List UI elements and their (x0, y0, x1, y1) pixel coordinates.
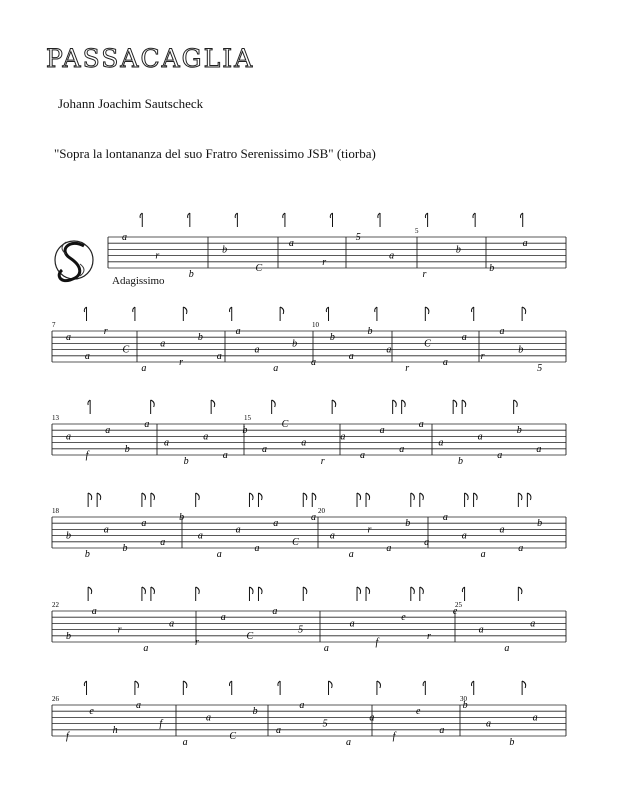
flag-hook (249, 587, 253, 594)
tab-letter: r (405, 363, 410, 375)
tab-letter: a (439, 724, 445, 736)
tab-letter: a (532, 712, 538, 724)
tab-letter: a (323, 643, 329, 655)
tab-letter: a (530, 618, 536, 630)
tab-letter: a (220, 612, 226, 624)
rhythm-flag (196, 587, 200, 601)
flag-hook (527, 493, 531, 500)
tab-letter: C (292, 536, 299, 548)
tab-letter: a (160, 338, 166, 350)
tab-letter: C (229, 731, 237, 742)
tab-letter: f (375, 637, 379, 648)
flag-hook (280, 307, 284, 314)
rhythm-flag (330, 213, 332, 227)
tab-letter: b (66, 530, 71, 542)
tab-letter: b (292, 338, 298, 350)
rhythm-flag (229, 307, 231, 321)
tab-letter: b (84, 549, 90, 561)
rhythm-flag (88, 493, 101, 507)
tab-letter: a (262, 443, 267, 455)
tab-letter: e (416, 706, 421, 718)
measure-number: 26 (52, 695, 59, 703)
tab-letter: b (122, 543, 128, 554)
tab-letter: a (480, 549, 486, 561)
tab-letter: a (66, 332, 71, 344)
tab-letter: a (461, 332, 467, 344)
flag-hook (151, 587, 155, 594)
tab-letter: a (360, 450, 365, 461)
rhythm-flag (140, 213, 142, 227)
rhythm-flag (471, 681, 473, 695)
tab-letter: a (399, 443, 405, 455)
rhythm-flag (151, 400, 155, 414)
tab-letter: f (66, 731, 69, 742)
tab-letter: a (206, 712, 211, 724)
rhythm-flag (471, 307, 473, 321)
rhythm-flag (411, 493, 424, 507)
rhythm-flag (280, 307, 284, 321)
tab-letter: a (504, 643, 510, 655)
rhythm-flag (135, 681, 139, 695)
tab-letter: a (442, 357, 448, 368)
tab-letter: a (235, 524, 241, 536)
flag-hook (183, 681, 187, 688)
rhythm-flag (357, 587, 370, 601)
tab-letter: b (252, 706, 258, 718)
tab-letter: C (255, 263, 263, 274)
flag-hook (135, 681, 139, 688)
rhythm-flag (84, 681, 86, 695)
tab-letter: 5 (298, 624, 304, 636)
rhythm-flag (518, 493, 531, 507)
tab-letter: a (122, 232, 127, 243)
tab-letter: a (299, 700, 305, 711)
tab-letter: a (141, 363, 147, 375)
tab-letter: 5 (355, 232, 361, 243)
tab-letter: a (379, 425, 385, 437)
tab-letter: C (281, 419, 289, 430)
piece-subtitle: "Sopra la lontananza del suo Fratro Serenissimo JSB" (tiorba) (54, 146, 376, 161)
measure-number: 30 (460, 695, 467, 703)
tab-system (52, 681, 566, 748)
tab-letter: a (141, 518, 147, 530)
flag-hook (88, 587, 92, 594)
tab-letter: b (509, 737, 515, 749)
flag-hook (393, 400, 397, 407)
tab-letter: C (424, 338, 431, 350)
flag-hook (366, 587, 370, 594)
tab-letter: b (242, 425, 248, 437)
flag-hook (142, 587, 146, 594)
tab-letter: b (462, 700, 468, 711)
tab-letter: a (438, 437, 444, 449)
tab-letter: a (276, 724, 281, 736)
rhythm-flag (235, 213, 237, 227)
tab-letter: b (405, 518, 411, 530)
tab-letter: h (112, 724, 118, 736)
tab-letter: b (222, 244, 228, 256)
flag-hook (402, 400, 406, 407)
flag-hook (357, 493, 361, 500)
tab-letter: a (329, 530, 335, 542)
tab-letter: b (188, 269, 194, 281)
rhythm-flag (514, 400, 518, 414)
rhythm-flag (329, 681, 333, 695)
tab-letter: b (516, 425, 522, 437)
flag-hook (474, 493, 478, 500)
flag-hook (332, 400, 336, 407)
rhythm-flag (183, 681, 187, 695)
flag-hook (183, 307, 187, 314)
tab-letter: a (478, 624, 484, 636)
rhythm-flag (518, 587, 522, 601)
tab-letter: r (480, 350, 485, 362)
flag-hook (425, 307, 429, 314)
rhythm-flag (378, 213, 380, 227)
tab-letter: 5 (537, 363, 543, 375)
rhythm-flag (411, 587, 424, 601)
tab-letter: e (452, 606, 458, 617)
flag-hook (142, 493, 146, 500)
tab-letter: e (89, 706, 94, 718)
rhythm-flag (278, 681, 280, 695)
tab-letter: a (442, 512, 448, 523)
measure-number: 22 (52, 601, 59, 609)
tab-system (52, 307, 566, 374)
rhythm-flag (84, 307, 86, 321)
flag-hook (151, 400, 155, 407)
tab-letter: b (367, 326, 373, 337)
tab-letter: a (254, 543, 260, 554)
flag-hook (329, 681, 333, 688)
tab-letter: a (499, 524, 505, 536)
tab-letter: a (91, 606, 97, 617)
rhythm-flag (188, 213, 190, 227)
measure-number: 20 (318, 507, 325, 515)
tab-letter: C (122, 344, 130, 356)
flag-hook (411, 587, 415, 594)
tab-letter: a (216, 549, 222, 561)
tab-letter: b (329, 332, 335, 344)
rhythm-flag (133, 307, 135, 321)
tab-letter: f (159, 718, 163, 730)
tab-system (52, 587, 566, 654)
tab-letter: a (182, 737, 188, 749)
tab-letter: a (203, 431, 209, 443)
flag-hook (303, 587, 307, 594)
tab-letter: a (169, 618, 175, 630)
tab-letter: a (418, 419, 424, 430)
rhythm-flag (377, 681, 381, 695)
tab-letter: b (179, 512, 185, 523)
rhythm-flag (522, 307, 526, 321)
tab-letter: r (427, 630, 431, 642)
tab-letter: b (124, 443, 130, 455)
rhythm-flag (142, 493, 155, 507)
tab-letter: a (136, 700, 141, 711)
tab-letter: a (254, 344, 260, 356)
rhythm-flag (473, 213, 475, 227)
tab-letter: b (489, 263, 495, 274)
measure-number: 25 (455, 601, 462, 609)
rhythm-flag (88, 587, 92, 601)
ornamental-initial-icon (55, 241, 93, 281)
tab-letter: a (235, 326, 241, 337)
tab-letter: a (518, 543, 524, 554)
flag-hook (420, 587, 424, 594)
tab-letter: r (117, 624, 122, 636)
tab-letter: r (320, 456, 325, 468)
tab-letter: a (216, 350, 222, 362)
rhythm-flag (520, 213, 522, 227)
tab-letter: a (486, 718, 491, 730)
tab-letter: 5 (322, 718, 328, 730)
flag-hook (366, 493, 370, 500)
flag-hook (462, 400, 466, 407)
flag-hook (514, 400, 518, 407)
tab-letter: f (392, 731, 396, 742)
rhythm-flag (522, 681, 526, 695)
rhythm-flag (423, 681, 425, 695)
flag-hook (357, 587, 361, 594)
flag-hook (249, 493, 253, 500)
tab-system (52, 400, 566, 467)
rhythm-flag (425, 307, 429, 321)
rhythm-flag (462, 587, 464, 601)
tab-letter: a (311, 512, 316, 523)
flag-hook (312, 493, 316, 500)
tab-letter: r (155, 250, 160, 262)
page-title: PASSACAGLIA (46, 44, 255, 73)
flag-hook (196, 493, 200, 500)
tab-letter: a (311, 357, 316, 368)
measure-number: 5 (415, 227, 419, 235)
flag-hook (420, 493, 424, 500)
tab-letter: f (85, 450, 89, 461)
tab-letter: b (458, 456, 463, 468)
measure-number: 10 (312, 321, 319, 329)
rhythm-flag (283, 213, 285, 227)
tab-letter: r (422, 269, 427, 281)
tab-letter: b (518, 344, 524, 356)
flag-hook (258, 587, 262, 594)
tab-letter: a (301, 437, 307, 449)
tab-letter: a (536, 443, 542, 455)
tab-letter: a (461, 530, 467, 542)
measure-number: 7 (52, 321, 56, 329)
tab-letter: b (197, 332, 203, 344)
tab-system (52, 493, 566, 560)
rhythm-flag (249, 587, 262, 601)
flag-hook (522, 681, 526, 688)
rhythm-flag (303, 587, 307, 601)
flag-hook (211, 400, 215, 407)
tab-letter: a (197, 530, 203, 542)
composer-name: Johann Joachim Sautscheck (58, 96, 204, 111)
tab-letter: a (386, 344, 392, 356)
rhythm-flag (326, 307, 328, 321)
tab-letter: a (349, 618, 355, 630)
tab-system (108, 213, 566, 280)
flag-hook (303, 493, 307, 500)
rhythm-flag (425, 213, 427, 227)
flag-hook (88, 493, 92, 500)
tab-letter: e (401, 612, 406, 624)
rhythm-flag (211, 400, 215, 414)
rhythm-flag (142, 587, 155, 601)
tab-letter: a (522, 238, 528, 250)
rhythm-flag (393, 400, 406, 414)
tab-letter: a (340, 431, 346, 443)
rhythm-flag (249, 493, 262, 507)
tab-letter: a (160, 536, 166, 548)
tab-letter: b (455, 244, 461, 256)
tab-letter: a (497, 450, 503, 461)
tab-letter: r (322, 256, 327, 268)
tab-letter: a (273, 363, 279, 375)
tab-letter: a (288, 238, 294, 250)
flag-hook (258, 493, 262, 500)
tab-letter: a (66, 431, 71, 443)
tab-letter: r (367, 524, 372, 536)
flag-hook (377, 681, 381, 688)
rhythm-flag (88, 400, 90, 414)
measure-number: 13 (52, 414, 59, 422)
tab-letter: a (272, 606, 278, 617)
flag-hook (196, 587, 200, 594)
tab-letter: a (477, 431, 483, 443)
rhythm-flag (357, 493, 370, 507)
rhythm-flag (272, 400, 276, 414)
rhythm-flag (453, 400, 466, 414)
tab-letter: C (246, 630, 254, 642)
tab-letter: a (222, 450, 228, 461)
tab-letter: a (84, 350, 90, 362)
rhythm-flag (183, 307, 187, 321)
rhythm-flag (196, 493, 200, 507)
tab-letter: a (143, 643, 149, 655)
tab-letter: r (103, 326, 108, 337)
rhythm-flag (332, 400, 336, 414)
rhythm-flag (465, 493, 478, 507)
tempo-marking: Adagissimo (112, 275, 165, 287)
tab-letter: a (164, 437, 169, 449)
tab-letter: a (348, 549, 354, 561)
measure-number: 15 (244, 414, 251, 422)
flag-hook (97, 493, 101, 500)
flag-hook (522, 307, 526, 314)
tab-letter: a (105, 425, 111, 437)
tab-letter: b (183, 456, 189, 468)
flag-hook (518, 587, 522, 594)
tab-letter: a (389, 250, 395, 262)
tab-letter: a (144, 419, 150, 430)
measure-number: 18 (52, 507, 59, 515)
tab-letter: a (346, 737, 351, 749)
tab-letter: a (424, 536, 430, 548)
rhythm-flag (303, 493, 316, 507)
tab-letter: r (194, 637, 199, 648)
flag-hook (465, 493, 469, 500)
tab-letter: b (66, 630, 71, 642)
tab-letter: a (273, 518, 279, 530)
rhythm-flag (375, 307, 377, 321)
flag-hook (151, 493, 155, 500)
tab-letter: a (499, 326, 505, 337)
flag-hook (453, 400, 457, 407)
tab-letter: b (537, 518, 543, 530)
rhythm-flag (229, 681, 231, 695)
tab-letter: a (348, 350, 354, 362)
flag-hook (518, 493, 522, 500)
tab-letter: a (103, 524, 109, 536)
flag-hook (272, 400, 276, 407)
tab-letter: a (386, 543, 392, 554)
tab-letter: a (369, 712, 375, 724)
tab-letter: r (179, 357, 183, 368)
flag-hook (411, 493, 415, 500)
